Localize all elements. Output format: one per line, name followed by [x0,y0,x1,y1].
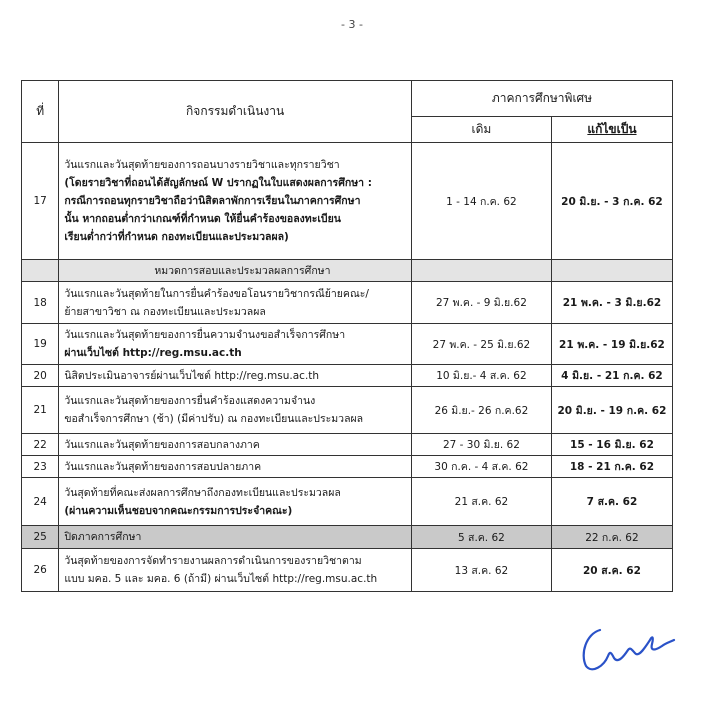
section-title: หมวดการสอบและประมวลผลการศึกษา [59,260,412,282]
activity-line: นั้น หากถอนต่ำกว่าเกณฑ์ที่กำหนด ให้ยื่นคำร้องขอลงทะเบียน [64,213,341,225]
activity-line: วันแรกและวันสุดท้ายของการสอบปลายภาค [64,460,262,473]
new-date: 21 พ.ค. - 19 มิ.ย.62 [551,324,672,365]
activity-line: กรณีการถอนทุกรายวิชาถือว่านิสิตลาพักการเรียนในภาคการศึกษา [64,195,361,207]
section-row [22,260,673,282]
academic-calendar-table [21,80,673,592]
old-date: 1 - 14 ก.ค. 62 [411,143,551,260]
activity-line: วันแรกและวันสุดท้ายของการสอบกลางภาค [64,438,260,451]
new-date: 20 มิ.ย. - 3 ก.ค. 62 [551,143,672,260]
old-date: 13 ส.ค. 62 [411,549,551,592]
activity-cell [59,526,412,549]
header-no: ที่ [22,81,59,143]
old-date: 30 ก.ค. - 4 ส.ค. 62 [411,456,551,478]
activity-line: วันสุดท้ายที่คณะส่งผลการศึกษาถึงกองทะเบียนและประมวลผล [64,486,341,499]
header-special-term: ภาคการศึกษาพิเศษ [411,81,672,117]
new-date: 21 พ.ค. - 3 มิ.ย.62 [551,282,672,324]
activity-cell [59,434,412,456]
new-date: 18 - 21 ก.ค. 62 [551,456,672,478]
page-number: - 3 - [341,18,363,31]
table-row [22,456,673,478]
new-date: 20 ส.ค. 62 [551,549,672,592]
row-number: 23 [22,456,59,478]
table-row [22,282,673,324]
activity-cell [59,143,412,260]
activity-cell [59,324,412,365]
table-row [22,526,673,549]
activity-line: ปิดภาคการศึกษา [64,531,142,543]
activity-line: (ผ่านความเห็นชอบจากคณะกรรมการประจำคณะ) [64,504,293,517]
old-date: 10 มิ.ย.- 4 ส.ค. 62 [411,365,551,387]
old-date: 26 มิ.ย.- 26 ก.ค.62 [411,387,551,434]
activity-line: วันสุดท้ายของการจัดทำรายงานผลการดำเนินการของรายวิชาตาม [64,555,362,567]
row-number: 25 [22,526,59,549]
activity-line: วันแรกและวันสุดท้ายของการยื่นความจำนงขอสำเร็จการศึกษา [64,329,346,341]
row-number: 26 [22,549,59,592]
activity-line: วันแรกและวันสุดท้ายของการถอนบางรายวิชาและทุกรายวิชา [64,159,340,171]
activity-line: นิสิตประเมินอาจารย์ผ่านเว็บไซต์ http://reg.msu.ac.th [64,369,320,382]
activity-line: ผ่านเว็บไซต์ http://reg.msu.ac.th [64,347,242,359]
row-number: 20 [22,365,59,387]
activity-cell [59,456,412,478]
new-date: 20 มิ.ย. - 19 ก.ค. 62 [551,387,672,434]
old-date: 27 พ.ค. - 9 มิ.ย.62 [411,282,551,324]
table-row [22,549,673,592]
row-number: 22 [22,434,59,456]
table-row [22,324,673,365]
old-date: 5 ส.ค. 62 [411,526,551,549]
row-number: 24 [22,478,59,526]
activity-line: เรียนต่ำกว่าที่กำหนด กองทะเบียนและประมวลผล) [64,231,289,243]
table-row [22,434,673,456]
old-date: 27 - 30 มิ.ย. 62 [411,434,551,456]
activity-cell [59,549,412,592]
new-date: 22 ก.ค. 62 [551,526,672,549]
new-date: 4 มิ.ย. - 21 ก.ค. 62 [551,365,672,387]
header-new-label: แก้ไขเป็น [587,122,637,136]
activity-cell [59,387,412,434]
activity-line: แบบ มคอ. 5 และ มคอ. 6 (ถ้ามี) ผ่านเว็บไซต์ http://reg.msu.ac.th [64,573,378,585]
new-date: 7 ส.ค. 62 [551,478,672,526]
row-number: 17 [22,143,59,260]
table-row [22,478,673,526]
activity-line: ย้ายสาขาวิชา ณ กองทะเบียนและประมวลผล [64,305,266,318]
activity-cell [59,478,412,526]
header-new [551,117,672,143]
activity-line: วันแรกและวันสุดท้ายของการยื่นคำร้องแสดงความจำนง [64,395,316,407]
row-number: 21 [22,387,59,434]
row-number: 18 [22,282,59,324]
row-number: 19 [22,324,59,365]
table-row [22,365,673,387]
signature [578,622,678,674]
activity-line: ขอสำเร็จการศึกษา (ช้า) (มีค่าปรับ) ณ กองทะเบียนและประมวลผล [64,413,364,425]
old-date: 21 ส.ค. 62 [411,478,551,526]
table-row [22,387,673,434]
activity-line: วันแรกและวันสุดท้ายในการยื่นคำร้องขอโอนรายวิชากรณีย้ายคณะ/ [64,287,369,300]
new-date: 15 - 16 มิ.ย. 62 [551,434,672,456]
activity-line: (โดยรายวิชาที่ถอนได้สัญลักษณ์ W ปรากฏในใบแสดงผลการศึกษา : [64,177,372,189]
table-row [22,143,673,260]
activity-cell [59,282,412,324]
header-activity: กิจกรรมดำเนินงาน [59,81,412,143]
old-date: 27 พ.ค. - 25 มิ.ย.62 [411,324,551,365]
header-old: เดิม [411,117,551,143]
activity-cell [59,365,412,387]
